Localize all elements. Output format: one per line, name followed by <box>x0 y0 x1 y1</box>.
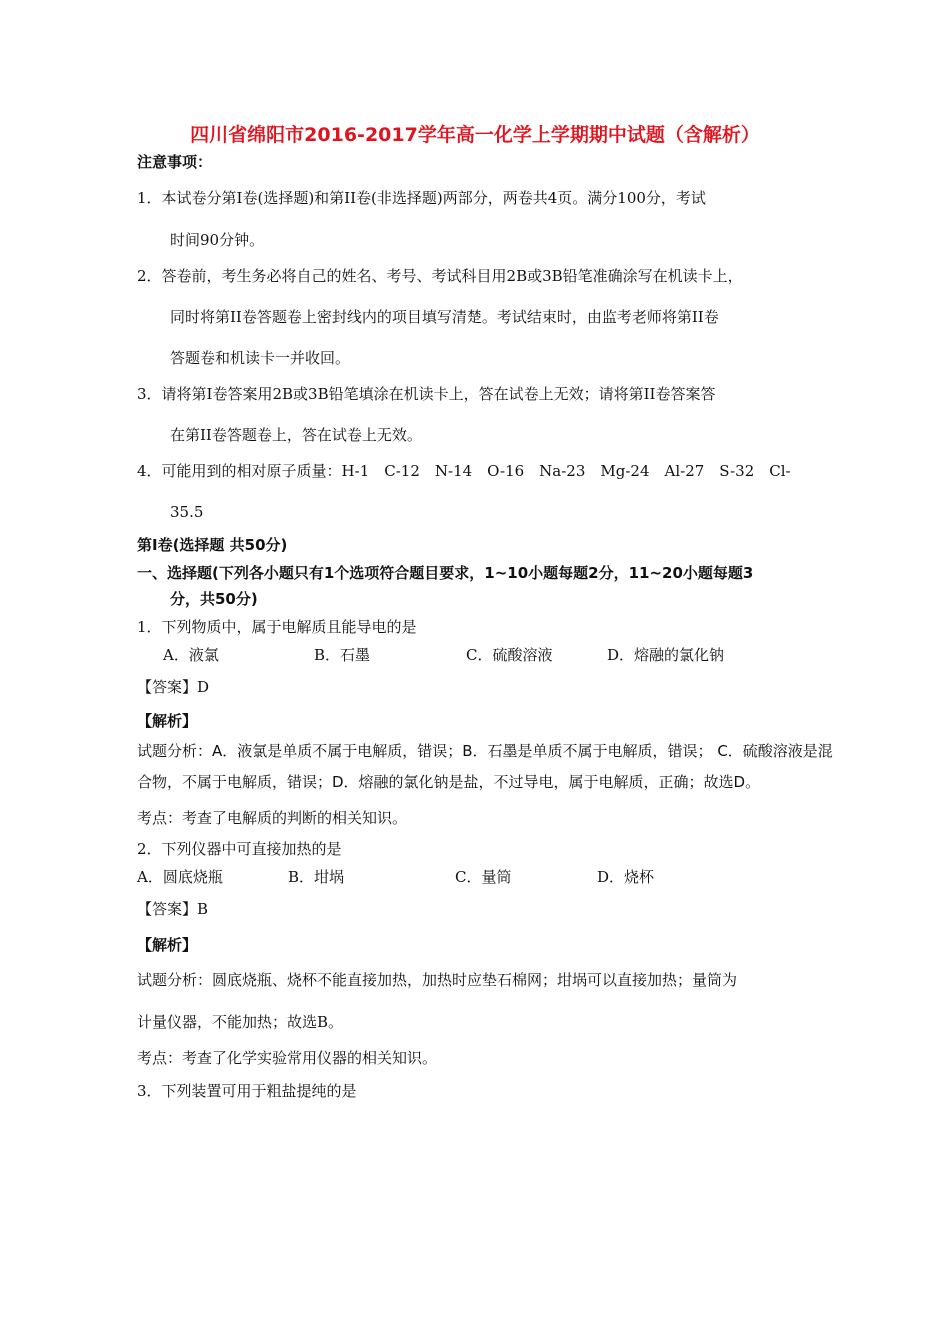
question-3-stem: 3．下列装置可用于粗盐提纯的是 <box>137 1082 357 1100</box>
question-1-answer: 【答案】D <box>137 678 210 696</box>
part-heading-line-2: 分，共50分) <box>170 590 258 608</box>
question-1-analysis-line-2: 合物，不属于电解质，错误；D．熔融的氯化钠是盐，不过导电，属于电解质，正确；故选D。 <box>137 773 761 791</box>
question-1-analysis-label: 【解析】 <box>137 712 198 730</box>
notice-item-4-line-2: 35.5 <box>170 503 204 521</box>
notice-item-3-line-2: 在第II卷答题卷上，答在试卷上无效。 <box>170 426 422 444</box>
question-2-option-c: C．量筒 <box>455 868 512 886</box>
notice-item-1-line-2: 时间90分钟。 <box>170 231 265 249</box>
question-2-answer: 【答案】B <box>137 900 209 918</box>
question-1-option-c: C．硫酸溶液 <box>466 646 553 664</box>
question-1-option-b: B．石墨 <box>314 646 371 664</box>
question-1-analysis-line-1: 试题分析：A．液氯是单质不属于电解质，错误；B．石墨是单质不属于电解质，错误； C．硫酸溶液是混 <box>137 742 833 760</box>
notice-item-2-line-2: 同时将第II卷答题卷上密封线内的项目填写清楚。考试结束时，由监考老师将第II卷 <box>170 308 719 326</box>
question-1-option-a: A．液氯 <box>163 646 219 664</box>
notice-item-3-line-1: 3．请将第Ⅰ卷答案用2B或3B铅笔填涂在机读卡上，答在试卷上无效；请将第II卷答案答 <box>137 385 716 403</box>
question-2-option-d: D．烧杯 <box>597 868 655 886</box>
notice-item-1-line-1: 1．本试卷分第Ⅰ卷(选择题)和第II卷(非选择题)两部分，两卷共4页。满分100分，考试 <box>137 189 706 207</box>
document-title: 四川省绵阳市2016-2017学年高一化学上学期期中试题（含解析） <box>190 124 760 146</box>
question-2-option-b: B．坩埚 <box>288 868 345 886</box>
question-2-point: 考点：考查了化学实验常用仪器的相关知识。 <box>137 1049 438 1067</box>
question-2-analysis-label: 【解析】 <box>137 936 198 954</box>
question-2-stem: 2．下列仪器中可直接加热的是 <box>137 840 342 858</box>
question-2-analysis-line-1: 试题分析：圆底烧瓶、烧杯不能直接加热，加热时应垫石棉网；坩埚可以直接加热；量筒为 <box>137 971 738 989</box>
notice-item-2-line-3: 答题卷和机读卡一并收回。 <box>170 349 351 367</box>
question-1-point: 考点：考查了电解质的判断的相关知识。 <box>137 809 408 827</box>
notice-heading: 注意事项： <box>137 153 213 171</box>
question-1-stem: 1．下列物质中，属于电解质且能导电的是 <box>137 618 417 636</box>
notice-item-4-line-1: 4．可能用到的相对原子质量：H-1 C-12 N-14 O-16 Na-23 Mg-24 Al-27 S-32 Cl- <box>137 462 791 480</box>
part-heading-line-1: 一、选择题(下列各小题只有1个选项符合题目要求，1~10小题每题2分，11~20小题每题3 <box>137 564 754 582</box>
section-heading: 第Ⅰ卷(选择题 共50分) <box>137 536 288 554</box>
question-2-analysis-line-2: 计量仪器，不能加热；故选B。 <box>137 1013 344 1031</box>
notice-item-2-line-1: 2．答卷前，考生务必将自己的姓名、考号、考试科目用2B或3B铅笔准确涂写在机读卡上， <box>137 267 743 285</box>
question-2-option-a: A．圆底烧瓶 <box>137 868 223 886</box>
question-1-option-d: D．熔融的氯化钠 <box>607 646 725 664</box>
